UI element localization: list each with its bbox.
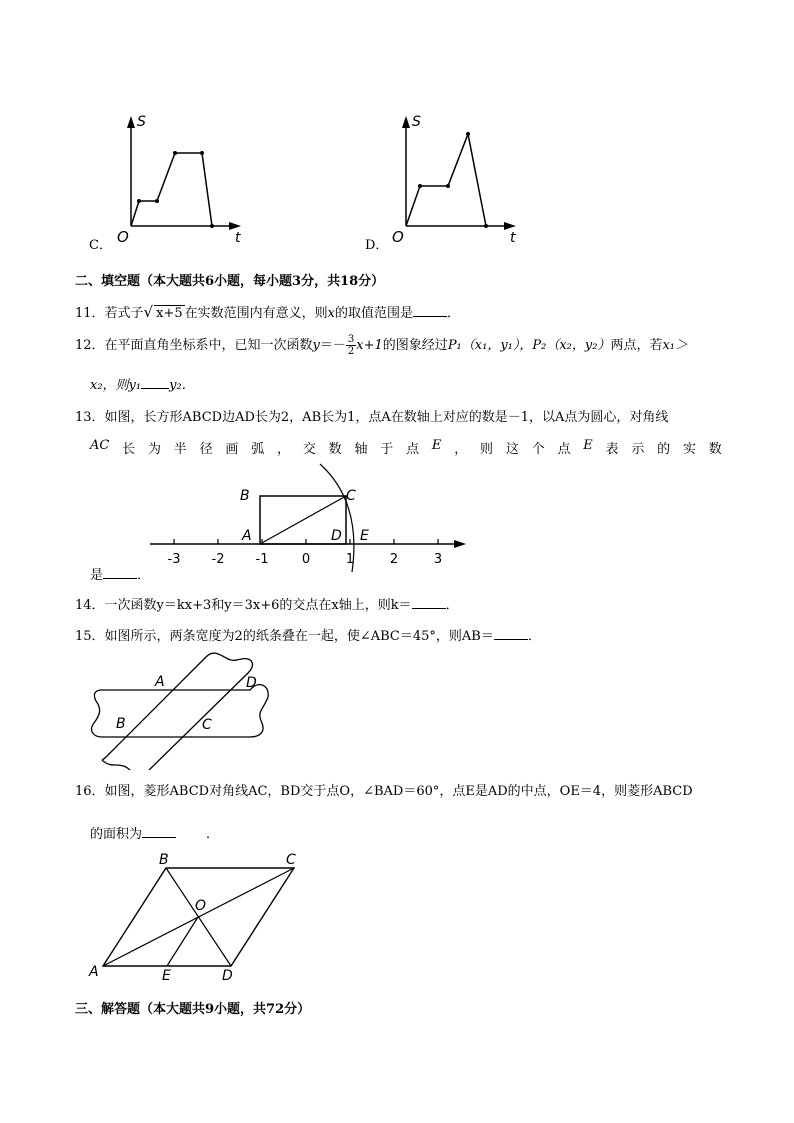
q12-fraction: $\frac{3}{2}$	[347, 334, 355, 357]
question-12-line2: x₂，则y₁ y₂．	[90, 378, 195, 393]
q13-ticks	[168, 539, 443, 567]
question-14: 14．一次函数y＝kx+3和y＝3x+6的交点在x轴上，则k＝ ．	[75, 598, 459, 613]
q13-line2-word: 于	[380, 442, 394, 457]
q13-line2-word: 点	[557, 442, 571, 457]
q13-line2-word: 个	[531, 442, 545, 457]
q13-tick-label: 2	[389, 552, 399, 567]
question-16-line2: 的面积为 ．	[90, 827, 220, 842]
q13-label-b: B	[240, 488, 250, 504]
q13-label-a: A	[242, 528, 252, 544]
q13-label-c: C	[346, 488, 356, 504]
q13-line2-word: 径	[199, 442, 213, 457]
q16-label-c: C	[286, 852, 296, 868]
q13-line2-word: 长	[122, 442, 136, 457]
q13-line2-word: 数	[708, 442, 722, 457]
question-15: 15．如图所示，两条宽度为2的纸条叠在一起，使∠ABC＝45°，则AB＝ ．	[75, 629, 541, 644]
q13-line2-word: 表	[605, 442, 619, 457]
q13-line2-word: 半	[173, 442, 187, 457]
q15-label-d: D	[246, 675, 257, 691]
q16-label-b: B	[159, 852, 169, 868]
question-13-line1: 13．如图，长方形ABCD边AD长为2，AB长为1，点A在数轴上对应的数是－1，以A点为圆心，对角线	[75, 410, 669, 425]
option-c-axis-t: t	[235, 230, 241, 246]
q13-label-e: E	[360, 528, 369, 544]
q13-line2-word: 弧	[251, 442, 265, 457]
q13-tick-label: -3	[167, 552, 181, 567]
q13-line2-word: E	[431, 438, 442, 453]
q13-line2-word: ，	[277, 442, 291, 457]
q13-line2-word: AC	[90, 438, 110, 453]
option-d-graph	[360, 108, 530, 248]
q13-line2-word: 画	[225, 442, 239, 457]
q16-label-d: D	[222, 968, 233, 983]
q13-line2-word: ，	[454, 442, 468, 457]
q13-line2-word: 示	[631, 442, 645, 457]
q13-tick-label: -1	[255, 552, 269, 567]
q13-label-d: D	[331, 528, 342, 544]
q13-line2-word: 为	[147, 442, 161, 457]
question-13-line2	[90, 438, 722, 457]
q15-label-a: A	[155, 674, 165, 690]
q13-number-line-figure	[140, 462, 480, 577]
question-16-line1: 16．如图，菱形ABCD对角线AC，BD交于点O，∠BAD＝60°，点E是AD的中点，OE＝4，则菱形ABCD	[75, 784, 693, 799]
q13-line2-word: 数	[328, 442, 342, 457]
q15-paper-strips-figure	[88, 645, 288, 770]
option-c-label: C．	[89, 238, 112, 253]
option-c-origin: O	[117, 228, 129, 246]
option-d-label: D．	[365, 238, 389, 253]
q14-answer-blank[interactable]	[412, 597, 446, 609]
q16-rhombus-figure	[85, 848, 315, 983]
q13-line2-word: 这	[505, 442, 519, 457]
question-13-line3: 是 ．	[90, 568, 151, 583]
q13-line2-word: 实	[682, 442, 696, 457]
q11-radicand: x+5	[156, 306, 183, 321]
q15-answer-blank[interactable]	[494, 628, 528, 640]
q13-line2-word: 的	[657, 442, 671, 457]
question-12-line1: 12．在平面直角坐标系中，已知一次函数y＝－ $\frac{3}{2}$ x+1的图象经过P₁（x₁，y₁），P₂（x₂，y₂）两点，若x₁＞	[75, 334, 688, 357]
option-d-origin: O	[392, 228, 404, 246]
q13-line2-word: 点	[406, 442, 420, 457]
option-c-axis-s: S	[137, 114, 146, 130]
q13-tick-label: 3	[433, 552, 443, 567]
q16-answer-blank[interactable]	[142, 826, 176, 838]
q12-answer-blank[interactable]	[141, 377, 169, 389]
section-3-title: 三、解答题（本大题共9小题，共72分）	[75, 1002, 311, 1017]
q13-tick-label: 1	[345, 552, 355, 567]
q13-line2-word: 轴	[354, 442, 368, 457]
q15-label-b: B	[116, 716, 126, 732]
q16-label-a: A	[89, 964, 99, 980]
q11-answer-blank[interactable]	[413, 305, 447, 317]
option-c-graph	[85, 108, 255, 248]
q13-line2-word: 则	[480, 442, 494, 457]
q13-answer-blank[interactable]	[103, 567, 137, 579]
option-d-axis-t: t	[510, 230, 516, 246]
section-2-title: 二、填空题（本大题共6小题，每小题3分，共18分）	[75, 274, 385, 289]
q16-label-o: O	[195, 898, 207, 914]
q13-tick-label: -2	[211, 552, 225, 567]
q13-line2-word: E	[583, 438, 593, 453]
question-11: 11．若式子√ x+5 在实数范围内有意义，则x的取值范围是 ．	[75, 303, 460, 321]
q15-label-c: C	[202, 717, 212, 733]
option-d-axis-s: S	[412, 114, 421, 130]
q13-tick-label: 0	[301, 552, 311, 567]
q13-line2-word: 交	[302, 442, 316, 457]
q16-label-e: E	[162, 968, 171, 983]
